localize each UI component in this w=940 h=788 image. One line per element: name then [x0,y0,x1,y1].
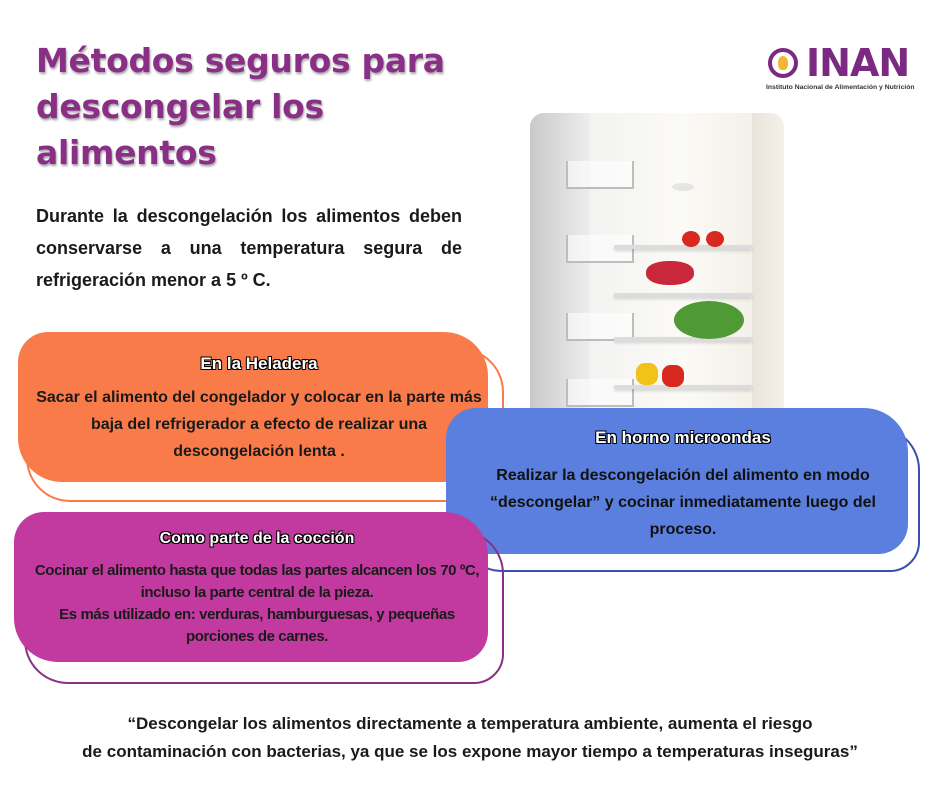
inan-emblem-icon [768,48,798,78]
card-microondas [446,408,920,574]
card-coccion-line-1: Cocinar el alimento hasta que todas las partes alcancen los 70 ºC, incluso la parte central de la pieza. [34,562,480,601]
card-coccion-line-2: Es más utilizado en: verduras, hamburguesas, y pequeñas porciones de carnes. [59,606,455,645]
fridge-photo [530,113,784,425]
page-title [36,38,496,176]
logo-subtitle: Instituto Nacional de Alimentación y Nutrición [766,84,915,91]
title-line-3: alimentos [36,133,217,172]
card-heladera-title: En la Heladera [200,354,318,373]
title-line-2: descongelar los [36,87,324,126]
card-microondas-title: En horno microondas [595,428,771,447]
inan-logo [766,41,916,94]
card-heladera [18,332,500,500]
intro-text: Durante la descongelación los alimentos deben conservarse a una temperatura segura de refrigeración menor a 5 º C. [36,206,462,290]
card-coccion-text [14,560,500,648]
card-coccion [14,512,500,684]
quote-line-1: “Descongelar los alimentos directamente a temperatura ambiente, aumenta el riesgo [127,714,813,733]
quote-line-2: de contaminación con bacterias, ya que se los expone mayor tiempo a temperaturas inseguras” [82,742,858,761]
title-line-1: Métodos seguros para [36,41,445,80]
warning-quote [20,710,920,766]
card-heladera-text: Sacar el alimento del congelador y colocar en la parte más baja del refrigerador a efecto de realizar una descongelación lenta . [36,389,482,460]
card-microondas-text: Realizar la descongelación del alimento en modo “descongelar” y cocinar inmediatamente luego del proceso. [490,467,876,538]
logo-name: INAN [806,41,910,85]
card-coccion-title: Como parte de la cocción [159,530,355,547]
